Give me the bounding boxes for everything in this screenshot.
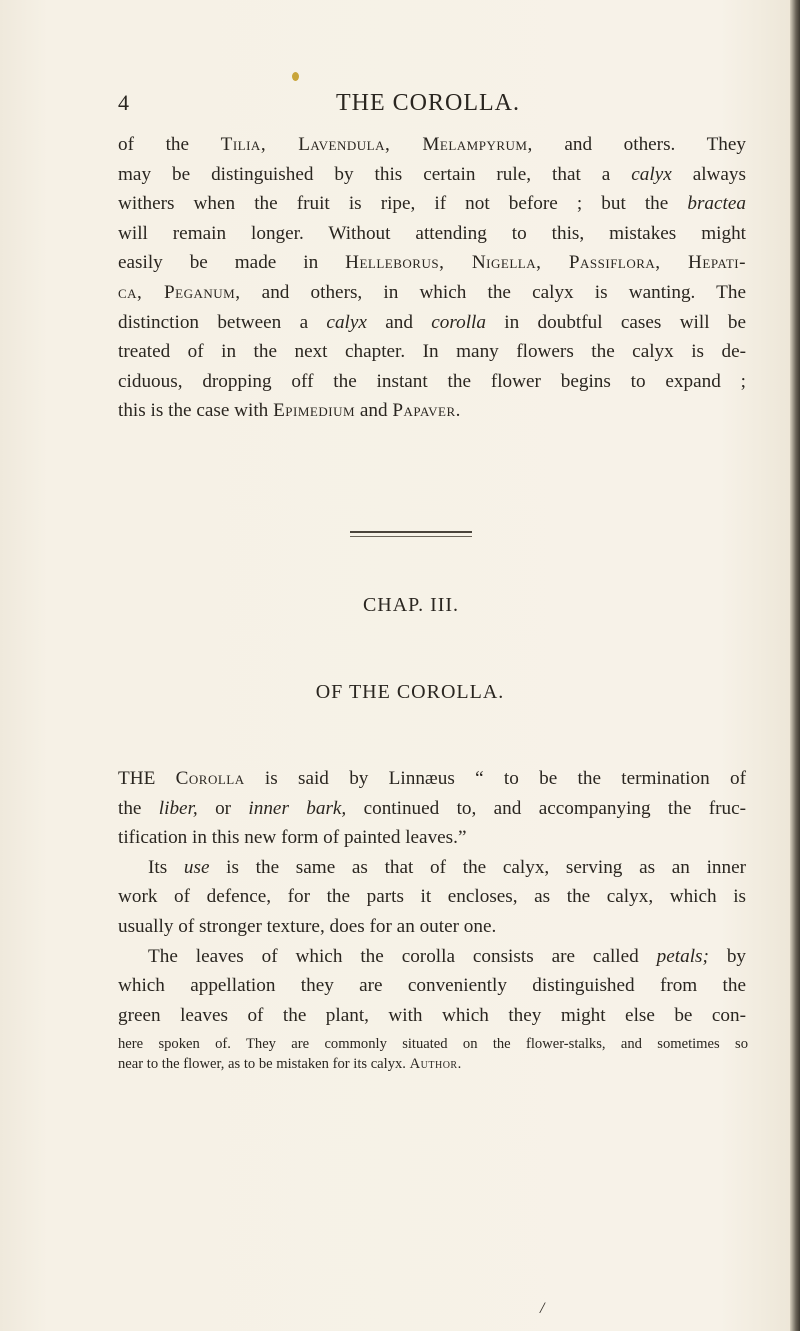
text-line: this is the case with Epimedium and Papaver. (118, 400, 461, 422)
text-line: which appellation they are conveniently distinguished from the (118, 975, 746, 997)
text-line: work of defence, for the parts it encloses, as the calyx, which is (118, 886, 746, 908)
text-line: green leaves of the plant, with which they might else be con- (118, 1004, 746, 1026)
running-head: THE COROLLA. (336, 90, 520, 116)
chapter-number: CHAP. III. (362, 594, 460, 616)
footnote-line: near to the flower, as to be mistaken for its calyx. Author. (118, 1055, 462, 1072)
text-line: will remain longer. Without attending to this, mistakes might (118, 222, 746, 244)
text-line: THE Corolla is said by Linnæus “ to be the termination of (118, 768, 746, 789)
rule-thick (350, 531, 472, 533)
section-divider-rule (350, 531, 472, 539)
text-line: treated of in the next chapter. In many flowers the calyx is de- (118, 341, 746, 363)
paragraph-continued (118, 130, 746, 426)
text-line: The leaves of which the corolla consists are called petals; by (148, 945, 746, 967)
page-edge-shadow (790, 0, 800, 1331)
footnote-line: here spoken of. They are commonly situated on the flower-stalks, and sometimes so (118, 1036, 748, 1052)
text-line: ca, Peganum, and others, in which the calyx is wanting. The (118, 281, 746, 303)
text-line: easily be made in Helleborus, Nigella, Passiflora, Hepati- (118, 252, 746, 274)
chapter-body (118, 764, 746, 1030)
footnote (118, 1035, 748, 1074)
text-line: withers when the fruit is ripe, if not before ; but the bractea (118, 193, 746, 215)
catchmark: / (540, 1300, 545, 1317)
text-line: may be distinguished by this certain rule, that a calyx always (118, 163, 746, 185)
text-line: Its use is the same as that of the calyx, serving as an inner (148, 856, 746, 878)
text-line: the liber, or inner bark, continued to, and accompanying the fruc- (118, 797, 746, 819)
text-line: tification in this new form of painted leaves.” (118, 827, 467, 849)
chapter-title: OF THE COROLLA. (315, 681, 505, 703)
rule-thin (350, 536, 472, 537)
page-header (118, 90, 678, 122)
text-line: of the Tilia, Lavendula, Melampyrum, and others. They (118, 134, 746, 155)
ink-speck (292, 72, 299, 81)
page-number: 4 (118, 90, 129, 115)
text-line: distinction between a calyx and corolla in doubtful cases will be (118, 311, 746, 333)
text-line: usually of stronger texture, does for an outer one. (118, 915, 497, 937)
text-line: ciduous, dropping off the instant the flower begins to expand ; (118, 370, 746, 392)
